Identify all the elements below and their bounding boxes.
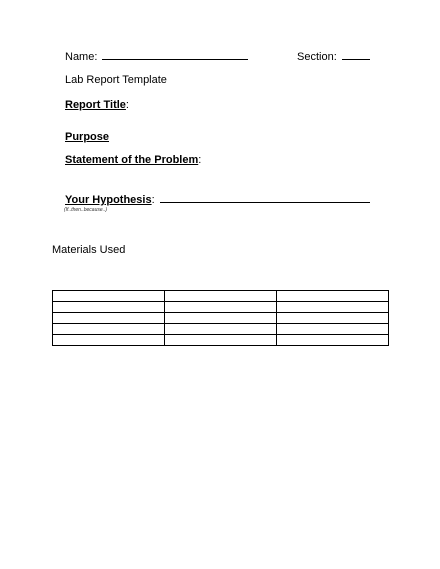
report-title-colon: :	[125, 99, 129, 111]
section-label: Section:	[297, 51, 337, 63]
table-cell[interactable]	[53, 291, 165, 302]
table-cell[interactable]	[277, 291, 389, 302]
hypothesis-hint: (If..then..because..)	[64, 207, 108, 213]
table-cell[interactable]	[165, 313, 277, 324]
table-cell[interactable]	[165, 335, 277, 346]
materials-heading: Materials Used	[52, 244, 126, 256]
table-row	[53, 335, 389, 346]
table-cell[interactable]	[277, 335, 389, 346]
table-cell[interactable]	[53, 313, 165, 324]
section-field-line[interactable]	[342, 59, 370, 60]
table-row	[53, 324, 389, 335]
hypothesis-field-line[interactable]	[160, 202, 370, 203]
table-cell[interactable]	[165, 302, 277, 313]
name-row	[65, 51, 248, 63]
table-cell[interactable]	[165, 324, 277, 335]
table-row	[53, 302, 389, 313]
name-label: Name:	[65, 51, 98, 63]
table-cell[interactable]	[165, 291, 277, 302]
table-cell[interactable]	[277, 302, 389, 313]
table-cell[interactable]	[53, 324, 165, 335]
name-field-line[interactable]	[102, 59, 248, 60]
purpose-label: Purpose	[65, 131, 110, 143]
template-title: Lab Report Template	[65, 74, 167, 86]
problem-label: Statement of the Problem	[65, 154, 199, 166]
table-cell[interactable]	[277, 313, 389, 324]
hypothesis-row	[65, 194, 370, 206]
materials-table	[52, 290, 389, 346]
table-cell[interactable]	[53, 335, 165, 346]
hypothesis-colon: :	[151, 194, 155, 206]
report-title-label: Report Title	[65, 99, 126, 111]
problem-row	[65, 154, 201, 166]
section-row	[297, 51, 370, 63]
table-cell[interactable]	[277, 324, 389, 335]
table-row	[53, 313, 389, 324]
hypothesis-label: Your Hypothesis	[65, 194, 152, 206]
problem-colon: :	[198, 154, 202, 166]
table-cell[interactable]	[53, 302, 165, 313]
report-title-row	[65, 99, 129, 111]
table-row	[53, 291, 389, 302]
